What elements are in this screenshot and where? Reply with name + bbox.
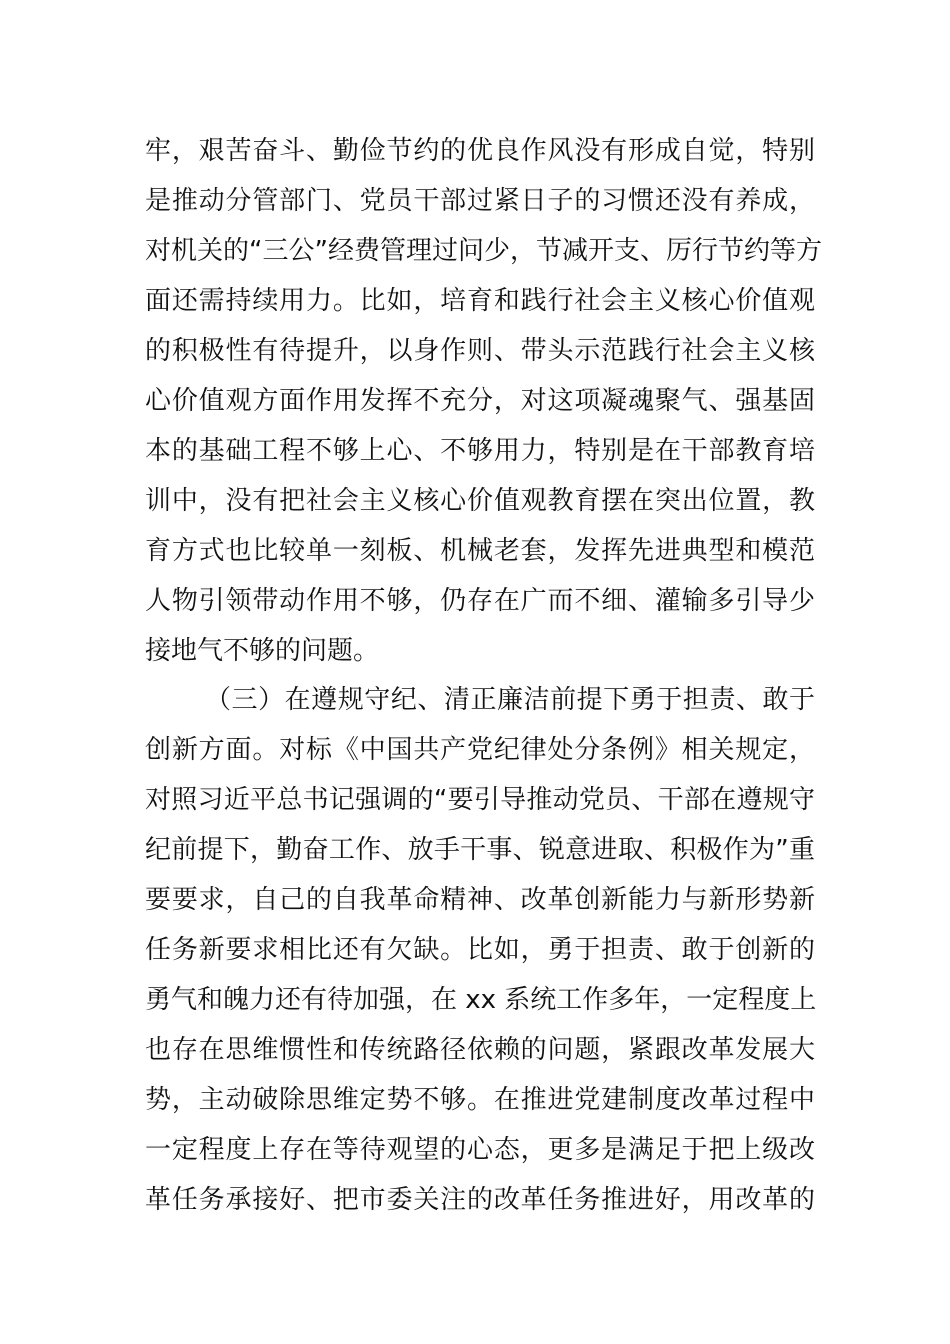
text-line: 创新方面。对标《中国共产党纪律处分条例》相关规定， (145, 735, 815, 765)
text-line: 心价值观方面作用发挥不充分，对这项凝魂聚气、强基固 (145, 386, 815, 416)
text-line: 也存在思维惯性和传统路径依赖的问题，紧跟改革发展大 (145, 1035, 815, 1065)
text-line: 革任务承接好、把市委关注的改革任务推进好，用改革的 (145, 1185, 815, 1215)
text-line: 人物引领带动作用不够，仍存在广而不细、灌输多引导少 (145, 586, 815, 616)
text-line: 勇气和魄力还有待加强，在 xx 系统工作多年，一定程度上 (145, 985, 817, 1015)
text-line: 的积极性有待提升，以身作则、带头示范践行社会主义核 (145, 336, 815, 366)
text-line: 面还需持续用力。比如，培育和践行社会主义核心价值观 (145, 286, 815, 316)
text-line: 对照习近平总书记强调的“要引导推动党员、干部在遵规守 (145, 785, 815, 815)
text-line: 一定程度上存在等待观望的心态，更多是满足于把上级改 (145, 1135, 815, 1165)
text-line: 本的基础工程不够上心、不够用力，特别是在干部教育培 (145, 436, 815, 466)
text-line: 训中，没有把社会主义核心价值观教育摆在突出位置，教 (145, 486, 815, 516)
section-heading-line: （三）在遵规守纪、清正廉洁前提下勇于担责、敢于 (205, 685, 815, 715)
text-line: 对机关的“三公”经费管理过问少，节减开支、厉行节约等方 (145, 236, 822, 266)
text-line: 牢，艰苦奋斗、勤俭节约的优良作风没有形成自觉，特别 (145, 136, 815, 166)
paragraph-end-line: 接地气不够的问题。 (145, 636, 380, 666)
text-line: 育方式也比较单一刻板、机械老套，发挥先进典型和模范 (145, 536, 815, 566)
text-line: 势，主动破除思维定势不够。在推进党建制度改革过程中 (145, 1085, 815, 1115)
text-line: 任务新要求相比还有欠缺。比如，勇于担责、敢于创新的 (145, 935, 815, 965)
text-line: 纪前提下，勤奋工作、放手干事、锐意进取、积极作为”重 (145, 835, 815, 865)
text-line: 是推动分管部门、党员干部过紧日子的习惯还没有养成， (145, 186, 815, 216)
text-line: 要要求，自己的自我革命精神、改革创新能力与新形势新 (145, 885, 815, 915)
